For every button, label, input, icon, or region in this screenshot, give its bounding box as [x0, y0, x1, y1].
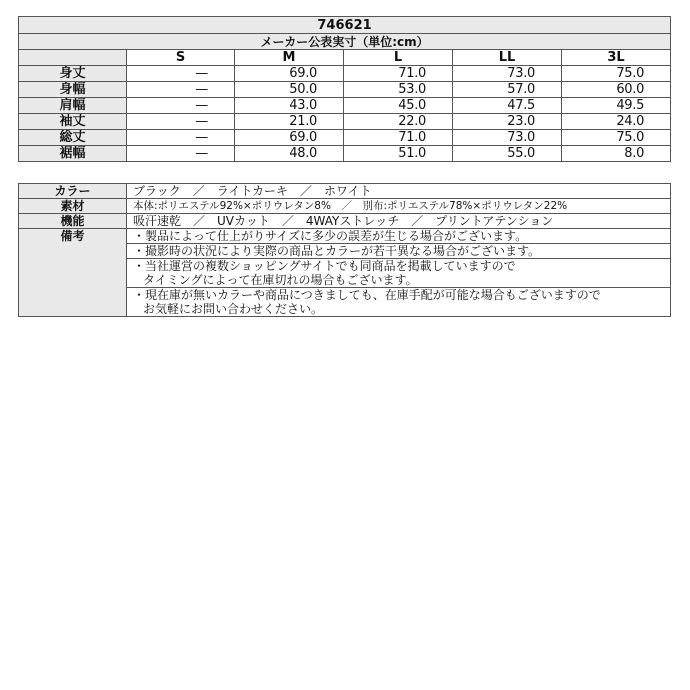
material-value: 本体:ポリエステル92%×ポリウレタン8% ／ 別布:ポリエステル78%×ポリウレタン22% [127, 199, 671, 214]
size-header: 3L [562, 50, 671, 66]
cell-value: 69.0 [235, 130, 344, 146]
cell-value: 43.0 [235, 98, 344, 114]
note-text-continued: タイミングによって在庫切れの場合もございます。 [143, 273, 418, 287]
cell-value: 53.0 [344, 82, 453, 98]
cell-value: 22.0 [344, 114, 453, 130]
size-header: M [235, 50, 344, 66]
cell-value: — [127, 98, 235, 114]
header-corner [19, 50, 127, 66]
cell-value: 45.0 [344, 98, 453, 114]
notes-list [127, 229, 671, 317]
note-text: ・当社運営の複数ショッピングサイトでも同商品を掲載していますので [133, 259, 516, 273]
cell-value: 73.0 [453, 66, 562, 82]
cell-value: 50.0 [235, 82, 344, 98]
row-label: 身丈 [19, 66, 127, 82]
size-header: LL [453, 50, 562, 66]
list-item [127, 229, 670, 244]
table-row [19, 146, 671, 162]
table-row [19, 82, 671, 98]
cell-value: 51.0 [344, 146, 453, 162]
table-row [19, 130, 671, 146]
size-table-subtitle: メーカー公表実寸（単位:cm） [19, 34, 671, 50]
color-value: ブラック ／ ライトカーキ ／ ホワイト [127, 184, 671, 199]
cell-value: 8.0 [562, 146, 671, 162]
spec-table [18, 183, 671, 317]
cell-value: — [127, 146, 235, 162]
cell-value: 23.0 [453, 114, 562, 130]
cell-value: 71.0 [344, 66, 453, 82]
notes-label: 備考 [19, 229, 127, 317]
size-header: L [344, 50, 453, 66]
size-table-subtitle-row [19, 34, 671, 50]
row-label: 総丈 [19, 130, 127, 146]
cell-value: 49.5 [562, 98, 671, 114]
table-row [19, 66, 671, 82]
cell-value: 21.0 [235, 114, 344, 130]
size-header-row [19, 50, 671, 66]
spec-row-material [19, 199, 671, 214]
cell-value: 48.0 [235, 146, 344, 162]
note-text: ・製品によって仕上がりサイズに多少の誤差が生じる場合がございます。 [133, 229, 528, 243]
material-label: 素材 [19, 199, 127, 214]
spec-row-function [19, 214, 671, 229]
cell-value: 75.0 [562, 130, 671, 146]
size-table-title-row [19, 17, 671, 34]
table-row [19, 98, 671, 114]
list-item [127, 288, 670, 316]
cell-value: 24.0 [562, 114, 671, 130]
size-table [18, 16, 671, 162]
cell-value: 57.0 [453, 82, 562, 98]
cell-value: 71.0 [344, 130, 453, 146]
row-label: 裾幅 [19, 146, 127, 162]
cell-value: 69.0 [235, 66, 344, 82]
row-label: 肩幅 [19, 98, 127, 114]
size-header: S [127, 50, 235, 66]
spec-row-notes [19, 229, 671, 317]
cell-value: — [127, 114, 235, 130]
row-label: 袖丈 [19, 114, 127, 130]
note-text: ・撮影時の状況により実際の商品とカラーが若干異なる場合がございます。 [133, 244, 541, 258]
list-item [127, 259, 670, 288]
list-item [127, 244, 670, 259]
color-label: カラー [19, 184, 127, 199]
cell-value: 55.0 [453, 146, 562, 162]
cell-value: 60.0 [562, 82, 671, 98]
cell-value: — [127, 82, 235, 98]
note-text: ・現在庫が無いカラーや商品につきましても、在庫手配が可能な場合もございますので [133, 288, 601, 302]
function-value: 吸汗速乾 ／ UVカット ／ 4WAYストレッチ ／ プリントアテンション [127, 214, 671, 229]
table-row [19, 114, 671, 130]
spec-row-color [19, 184, 671, 199]
cell-value: — [127, 130, 235, 146]
cell-value: 73.0 [453, 130, 562, 146]
cell-value: — [127, 66, 235, 82]
product-code: 746621 [19, 17, 671, 34]
row-label: 身幅 [19, 82, 127, 98]
cell-value: 75.0 [562, 66, 671, 82]
cell-value: 47.5 [453, 98, 562, 114]
function-label: 機能 [19, 214, 127, 229]
note-text-continued: お気軽にお問い合わせください。 [143, 302, 324, 316]
